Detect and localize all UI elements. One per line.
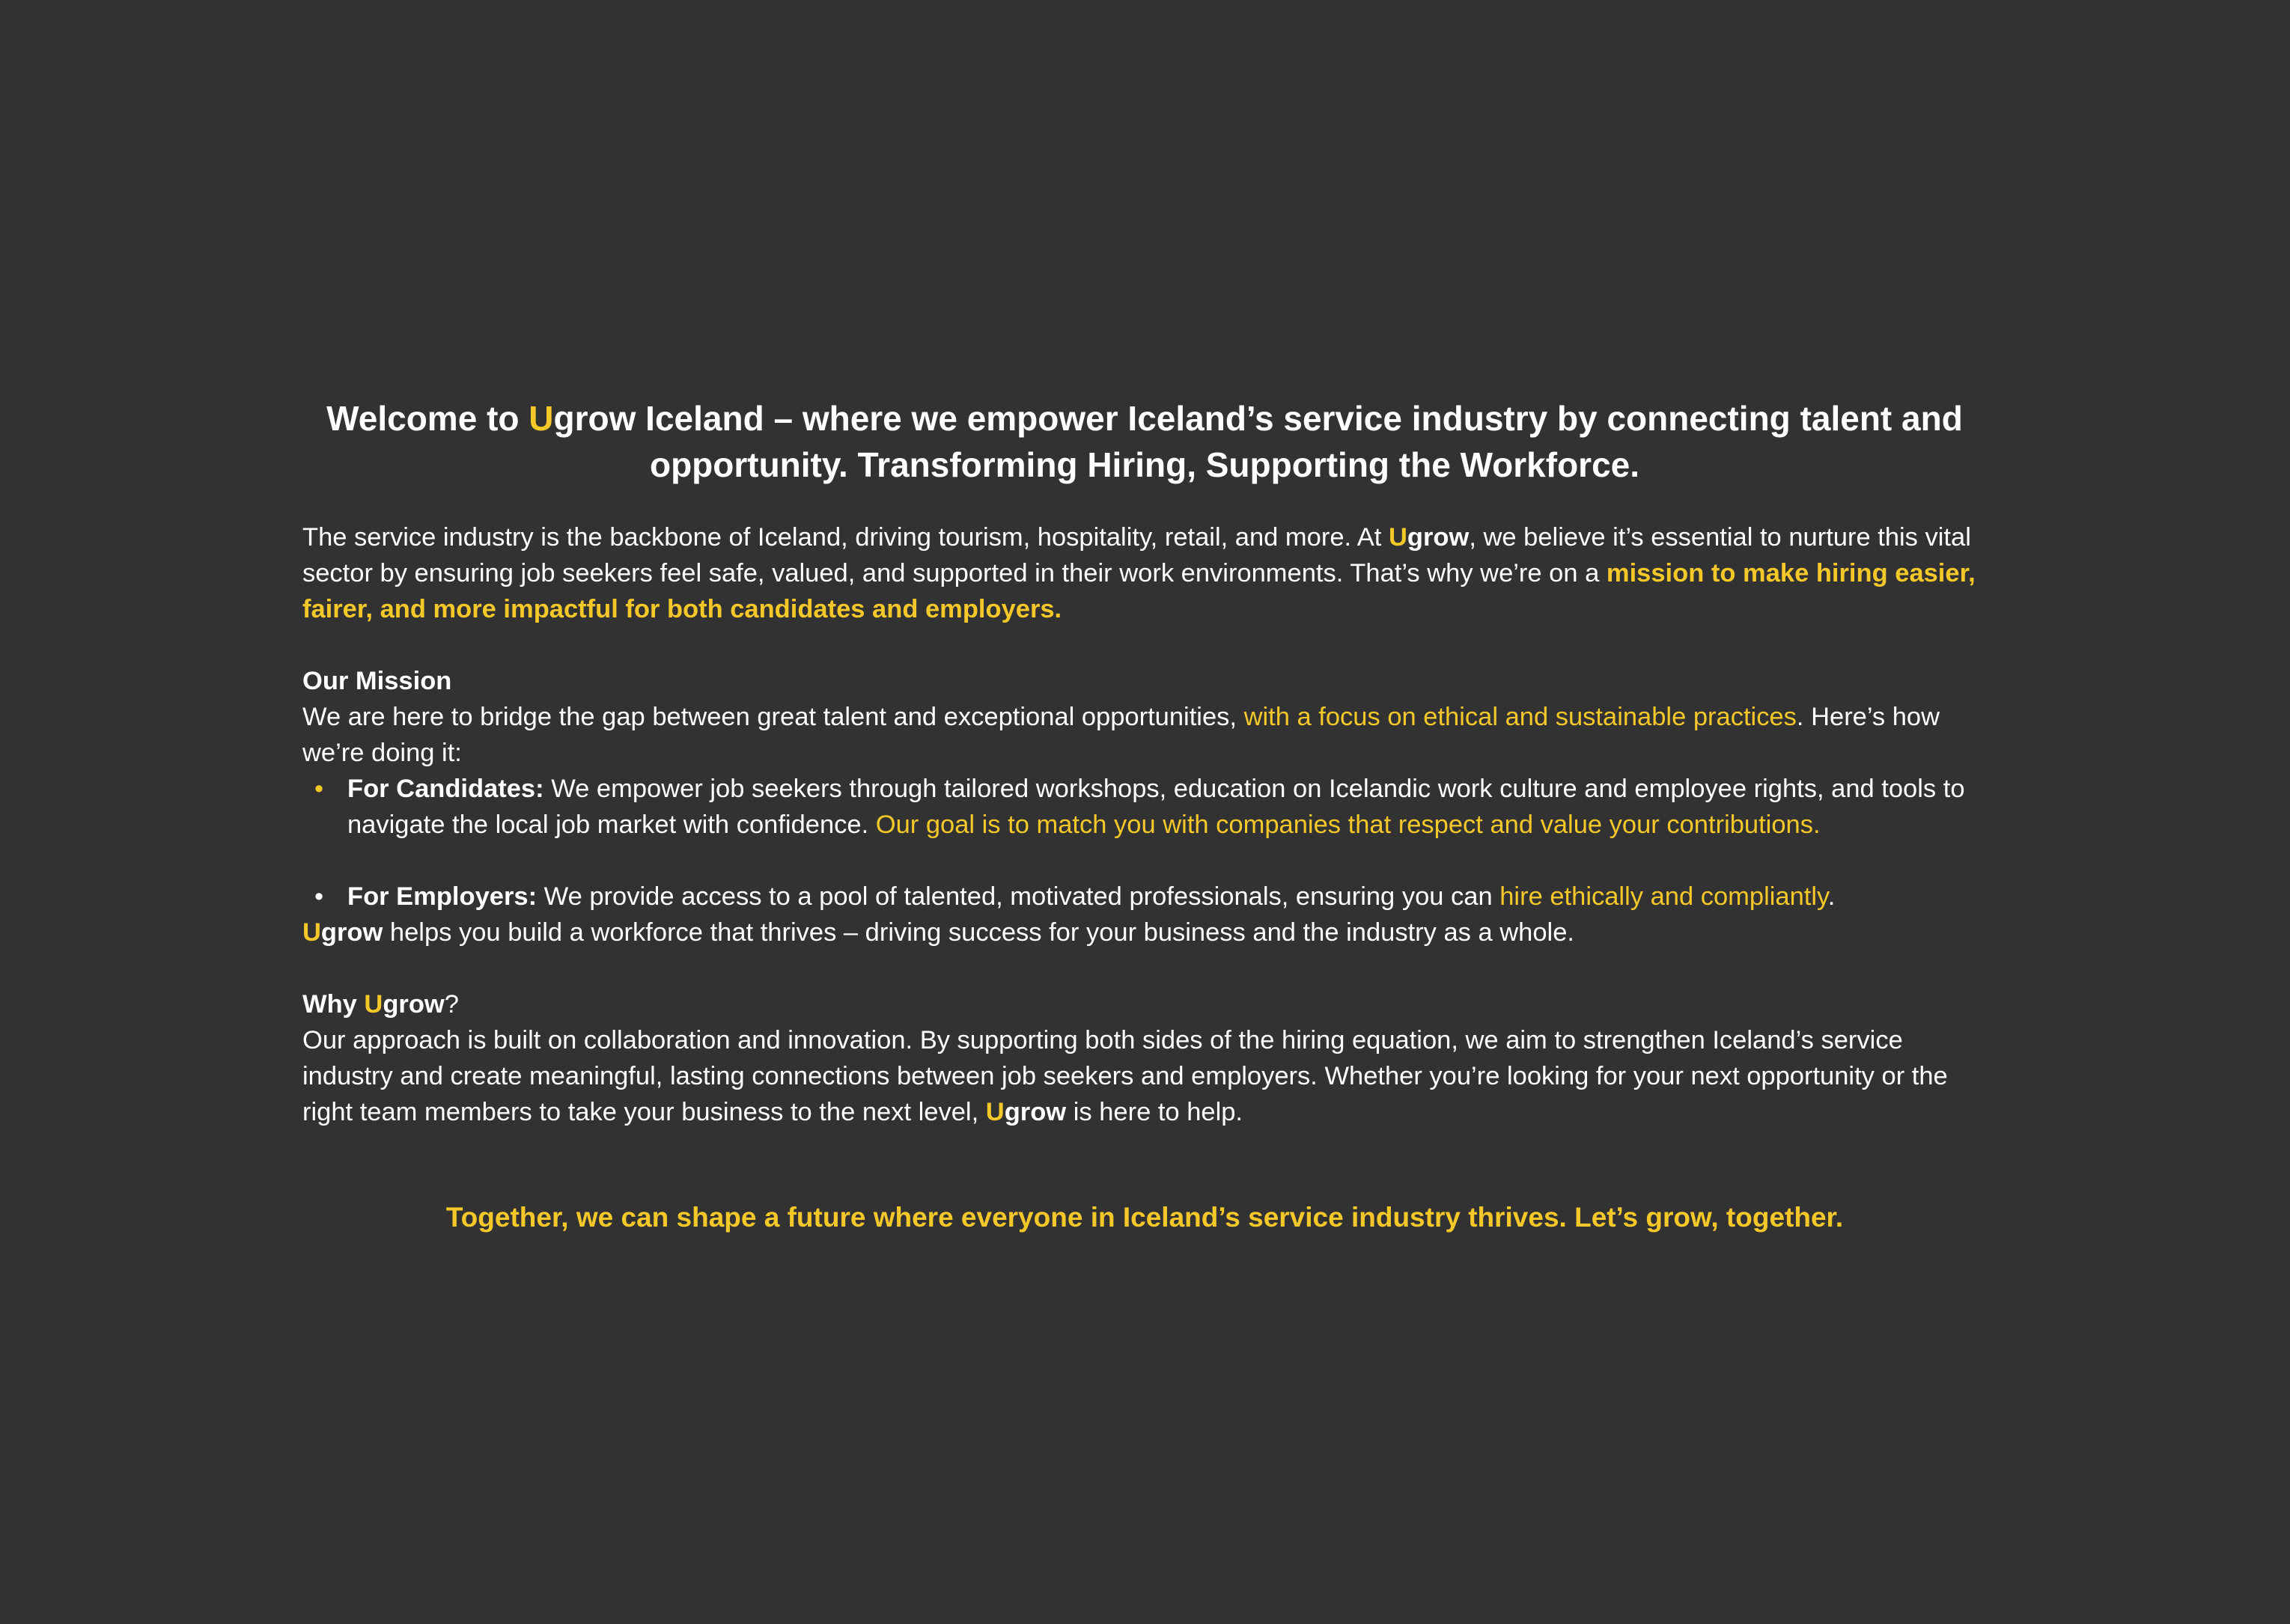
mission-list-employers xyxy=(302,879,1987,915)
headline-text: Iceland – where we empower Iceland’s service industry by connecting talent and opportunity. Transforming Hiring, Supporting the Workforce. xyxy=(636,399,1963,484)
mission-list xyxy=(302,771,1987,843)
headline-text: Welcome to xyxy=(326,399,529,438)
why-paragraph: Our approach is built on collaboration and innovation. By supporting both sides of the hiring equation, we aim to strengthen Iceland’s service industry and create meaningful, lasting connections between job seekers and employers. Whether you’re looking for your next opportunity or the right team members to take your business to the next level, Ugrow is here to help. xyxy=(302,1026,1948,1126)
list-item-candidates: • For Candidates: We empower job seekers through tailored workshops, education on Icelandic work culture and employee rights, and tools to navigate the local job market with confidence. Our goal is to match you with companies that respect and value your contributions. xyxy=(302,771,1987,843)
intro-paragraph: The service industry is the backbone of Iceland, driving tourism, hospitality, retail, and more. At Ugrow, we believe it’s essential to nurture this vital sector by ensuring job seekers feel safe, valued, and supported in their work environments. That’s why we’re on a mission to make hiring easier, fairer, and more impactful for both candidates and employers. xyxy=(302,523,1976,623)
employers-summary: Ugrow helps you build a workforce that thrives – driving success for your business and the industry as a whole. xyxy=(302,918,1574,947)
brand-name: Ugrow xyxy=(1388,523,1470,552)
body-text xyxy=(302,519,1987,1130)
mission-heading: Our Mission xyxy=(302,667,452,695)
bullet-icon: • xyxy=(314,775,324,803)
ethical-highlight: with a focus on ethical and sustainable practices xyxy=(1243,703,1797,731)
list-item-employers: • For Employers: We provide access to a pool of talented, motivated professionals, ensuring you can hire ethically and compliantly. xyxy=(302,879,1987,915)
bullet-icon: • xyxy=(314,882,324,911)
mission-paragraph: We are here to bridge the gap between great talent and exceptional opportunities, with a focus on ethical and sustainable practices. Here’s how we’re doing it: xyxy=(302,703,1940,767)
brand-letter-u: U xyxy=(529,399,554,438)
brand-name: Ugrow xyxy=(985,1098,1067,1126)
why-heading: Why Ugrow? xyxy=(302,990,459,1019)
page-headline xyxy=(302,395,1987,488)
mission-highlight: mission to make hiring easier, fairer, and more impactful for both candidates and employers. xyxy=(302,559,1976,623)
brand-name: Ugrow xyxy=(302,918,383,947)
closing-statement: Together, we can shape a future where everyone in Iceland’s service industry thrives. Let’s grow, together. xyxy=(445,1202,1844,1233)
brand-name-rest: grow xyxy=(553,399,636,438)
